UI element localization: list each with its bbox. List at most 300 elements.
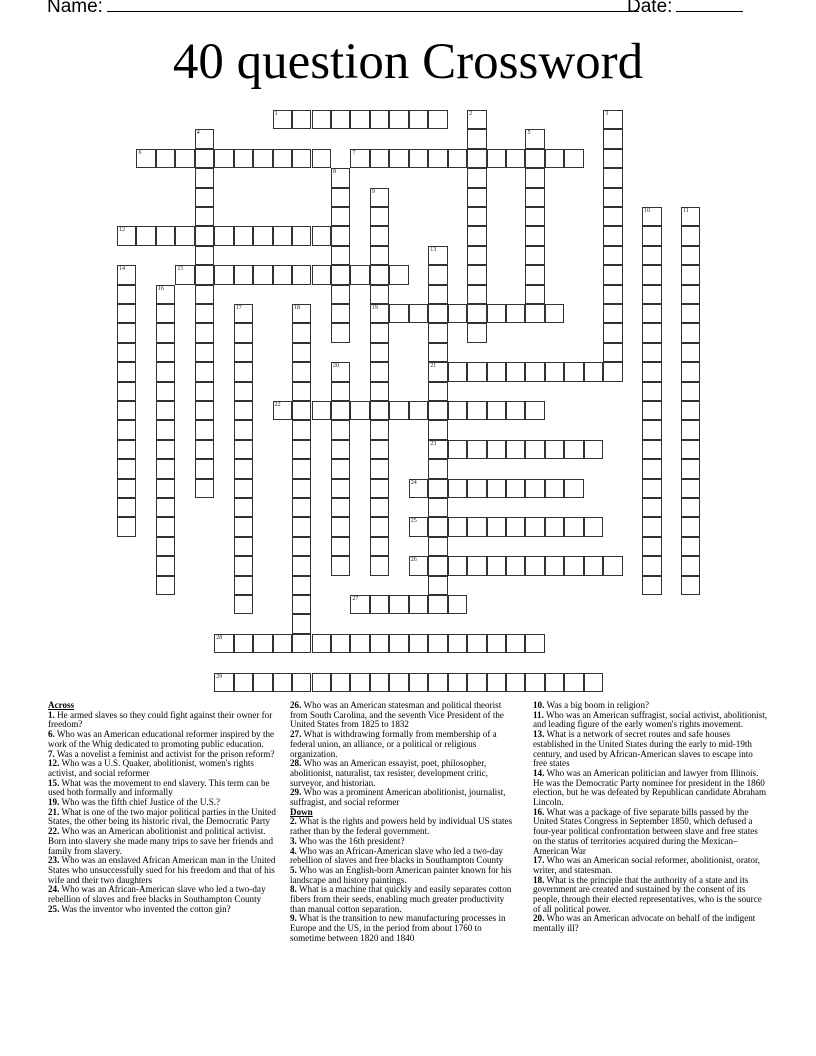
crossword-cell[interactable] <box>370 285 389 304</box>
crossword-cell[interactable] <box>350 634 369 653</box>
crossword-cell[interactable] <box>642 323 661 342</box>
crossword-cell[interactable] <box>428 420 447 439</box>
crossword-cell[interactable] <box>389 673 408 692</box>
crossword-cell[interactable] <box>234 556 253 575</box>
crossword-cell[interactable] <box>195 207 214 226</box>
crossword-cell[interactable] <box>506 479 525 498</box>
crossword-cell[interactable] <box>603 285 622 304</box>
crossword-cell[interactable] <box>564 440 583 459</box>
crossword-cell[interactable] <box>642 362 661 381</box>
crossword-cell[interactable] <box>331 556 350 575</box>
crossword-cell[interactable] <box>409 110 428 129</box>
crossword-cell[interactable] <box>331 673 350 692</box>
crossword-cell[interactable] <box>195 304 214 323</box>
crossword-cell[interactable] <box>487 673 506 692</box>
crossword-cell[interactable] <box>487 149 506 168</box>
crossword-cell[interactable] <box>370 265 389 284</box>
crossword-cell[interactable] <box>331 168 350 187</box>
crossword-cell[interactable] <box>584 517 603 536</box>
crossword-cell[interactable] <box>312 673 331 692</box>
crossword-cell[interactable] <box>370 246 389 265</box>
crossword-cell[interactable] <box>642 498 661 517</box>
crossword-cell[interactable] <box>428 634 447 653</box>
crossword-cell[interactable] <box>681 246 700 265</box>
crossword-cell[interactable] <box>681 401 700 420</box>
crossword-cell[interactable] <box>370 517 389 536</box>
crossword-cell[interactable] <box>389 149 408 168</box>
crossword-cell[interactable] <box>487 634 506 653</box>
crossword-cell[interactable] <box>156 362 175 381</box>
crossword-cell[interactable] <box>370 304 389 323</box>
crossword-cell[interactable] <box>195 129 214 148</box>
crossword-cell[interactable] <box>525 556 544 575</box>
crossword-cell[interactable] <box>681 207 700 226</box>
crossword-cell[interactable] <box>506 440 525 459</box>
crossword-cell[interactable] <box>331 459 350 478</box>
crossword-cell[interactable] <box>681 323 700 342</box>
crossword-cell[interactable] <box>273 226 292 245</box>
crossword-cell[interactable] <box>428 362 447 381</box>
crossword-cell[interactable] <box>681 537 700 556</box>
crossword-cell[interactable] <box>234 595 253 614</box>
crossword-cell[interactable] <box>331 246 350 265</box>
crossword-cell[interactable] <box>467 246 486 265</box>
crossword-cell[interactable] <box>253 149 272 168</box>
crossword-cell[interactable] <box>234 673 253 692</box>
crossword-cell[interactable] <box>428 382 447 401</box>
crossword-cell[interactable] <box>681 459 700 478</box>
crossword-cell[interactable] <box>448 479 467 498</box>
crossword-cell[interactable] <box>195 168 214 187</box>
crossword-cell[interactable] <box>292 498 311 517</box>
crossword-cell[interactable] <box>409 304 428 323</box>
crossword-cell[interactable] <box>175 226 194 245</box>
crossword-cell[interactable] <box>117 440 136 459</box>
crossword-cell[interactable] <box>467 188 486 207</box>
crossword-cell[interactable] <box>292 537 311 556</box>
crossword-cell[interactable] <box>195 401 214 420</box>
crossword-cell[interactable] <box>117 226 136 245</box>
crossword-cell[interactable] <box>370 401 389 420</box>
crossword-cell[interactable] <box>117 382 136 401</box>
crossword-cell[interactable] <box>331 537 350 556</box>
crossword-cell[interactable] <box>234 362 253 381</box>
crossword-cell[interactable] <box>312 149 331 168</box>
crossword-cell[interactable] <box>117 498 136 517</box>
crossword-cell[interactable] <box>331 110 350 129</box>
crossword-cell[interactable] <box>195 226 214 245</box>
crossword-cell[interactable] <box>409 479 428 498</box>
crossword-cell[interactable] <box>292 634 311 653</box>
crossword-cell[interactable] <box>156 420 175 439</box>
crossword-cell[interactable] <box>195 382 214 401</box>
crossword-cell[interactable] <box>545 362 564 381</box>
crossword-cell[interactable] <box>370 110 389 129</box>
crossword-cell[interactable] <box>603 362 622 381</box>
crossword-cell[interactable] <box>506 304 525 323</box>
crossword-cell[interactable] <box>467 634 486 653</box>
crossword-cell[interactable] <box>370 382 389 401</box>
crossword-cell[interactable] <box>370 188 389 207</box>
crossword-cell[interactable] <box>350 110 369 129</box>
crossword-cell[interactable] <box>117 517 136 536</box>
crossword-cell[interactable] <box>292 149 311 168</box>
crossword-cell[interactable] <box>564 517 583 536</box>
crossword-cell[interactable] <box>506 673 525 692</box>
crossword-cell[interactable] <box>117 304 136 323</box>
crossword-cell[interactable] <box>603 246 622 265</box>
crossword-cell[interactable] <box>545 149 564 168</box>
crossword-cell[interactable] <box>584 673 603 692</box>
crossword-cell[interactable] <box>156 440 175 459</box>
crossword-cell[interactable] <box>331 420 350 439</box>
crossword-cell[interactable] <box>350 149 369 168</box>
crossword-cell[interactable] <box>331 440 350 459</box>
crossword-cell[interactable] <box>584 362 603 381</box>
crossword-cell[interactable] <box>273 401 292 420</box>
crossword-cell[interactable] <box>603 556 622 575</box>
crossword-cell[interactable] <box>117 343 136 362</box>
crossword-cell[interactable] <box>370 556 389 575</box>
crossword-cell[interactable] <box>467 362 486 381</box>
crossword-cell[interactable] <box>525 188 544 207</box>
crossword-cell[interactable] <box>389 595 408 614</box>
crossword-cell[interactable] <box>448 673 467 692</box>
crossword-cell[interactable] <box>331 285 350 304</box>
crossword-cell[interactable] <box>195 459 214 478</box>
crossword-cell[interactable] <box>681 285 700 304</box>
crossword-cell[interactable] <box>467 673 486 692</box>
crossword-cell[interactable] <box>117 420 136 439</box>
crossword-cell[interactable] <box>642 420 661 439</box>
crossword-cell[interactable] <box>525 479 544 498</box>
crossword-cell[interactable] <box>370 498 389 517</box>
crossword-cell[interactable] <box>681 479 700 498</box>
crossword-cell[interactable] <box>448 440 467 459</box>
crossword-cell[interactable] <box>428 595 447 614</box>
crossword-cell[interactable] <box>545 479 564 498</box>
crossword-cell[interactable] <box>292 459 311 478</box>
crossword-cell[interactable] <box>642 382 661 401</box>
crossword-cell[interactable] <box>292 110 311 129</box>
crossword-cell[interactable] <box>681 362 700 381</box>
crossword-cell[interactable] <box>389 110 408 129</box>
crossword-cell[interactable] <box>487 479 506 498</box>
crossword-cell[interactable] <box>428 323 447 342</box>
crossword-cell[interactable] <box>136 226 155 245</box>
crossword-cell[interactable] <box>448 149 467 168</box>
crossword-cell[interactable] <box>370 595 389 614</box>
name-blank-line[interactable] <box>107 0 639 12</box>
crossword-cell[interactable] <box>681 498 700 517</box>
crossword-cell[interactable] <box>234 343 253 362</box>
crossword-cell[interactable] <box>603 226 622 245</box>
crossword-cell[interactable] <box>467 110 486 129</box>
crossword-cell[interactable] <box>292 673 311 692</box>
crossword-cell[interactable] <box>331 479 350 498</box>
crossword-cell[interactable] <box>525 401 544 420</box>
crossword-cell[interactable] <box>156 382 175 401</box>
crossword-cell[interactable] <box>156 576 175 595</box>
crossword-cell[interactable] <box>253 226 272 245</box>
crossword-cell[interactable] <box>350 265 369 284</box>
crossword-cell[interactable] <box>525 129 544 148</box>
crossword-cell[interactable] <box>525 285 544 304</box>
crossword-cell[interactable] <box>312 110 331 129</box>
crossword-cell[interactable] <box>331 304 350 323</box>
crossword-cell[interactable] <box>156 285 175 304</box>
crossword-cell[interactable] <box>564 479 583 498</box>
crossword-cell[interactable] <box>642 246 661 265</box>
crossword-cell[interactable] <box>487 440 506 459</box>
crossword-cell[interactable] <box>292 343 311 362</box>
crossword-cell[interactable] <box>234 382 253 401</box>
crossword-cell[interactable] <box>331 362 350 381</box>
crossword-cell[interactable] <box>117 285 136 304</box>
crossword-cell[interactable] <box>584 440 603 459</box>
crossword-cell[interactable] <box>428 479 447 498</box>
crossword-cell[interactable] <box>234 226 253 245</box>
crossword-cell[interactable] <box>428 673 447 692</box>
crossword-cell[interactable] <box>642 226 661 245</box>
crossword-cell[interactable] <box>370 479 389 498</box>
crossword-cell[interactable] <box>545 673 564 692</box>
crossword-cell[interactable] <box>312 226 331 245</box>
crossword-cell[interactable] <box>156 498 175 517</box>
crossword-cell[interactable] <box>331 188 350 207</box>
crossword-cell[interactable] <box>234 401 253 420</box>
crossword-cell[interactable] <box>467 285 486 304</box>
crossword-cell[interactable] <box>195 440 214 459</box>
crossword-cell[interactable] <box>234 479 253 498</box>
crossword-cell[interactable] <box>603 323 622 342</box>
crossword-cell[interactable] <box>642 440 661 459</box>
crossword-cell[interactable] <box>448 595 467 614</box>
crossword-cell[interactable] <box>370 459 389 478</box>
crossword-cell[interactable] <box>350 401 369 420</box>
crossword-cell[interactable] <box>370 634 389 653</box>
crossword-cell[interactable] <box>642 517 661 536</box>
crossword-cell[interactable] <box>156 479 175 498</box>
crossword-cell[interactable] <box>195 246 214 265</box>
crossword-cell[interactable] <box>642 479 661 498</box>
crossword-cell[interactable] <box>370 207 389 226</box>
crossword-cell[interactable] <box>525 149 544 168</box>
crossword-cell[interactable] <box>331 382 350 401</box>
crossword-cell[interactable] <box>234 576 253 595</box>
crossword-cell[interactable] <box>467 265 486 284</box>
crossword-cell[interactable] <box>273 265 292 284</box>
crossword-cell[interactable] <box>312 634 331 653</box>
crossword-cell[interactable] <box>448 304 467 323</box>
crossword-cell[interactable] <box>214 673 233 692</box>
crossword-cell[interactable] <box>234 323 253 342</box>
crossword-cell[interactable] <box>428 401 447 420</box>
crossword-cell[interactable] <box>370 537 389 556</box>
crossword-cell[interactable] <box>253 265 272 284</box>
crossword-cell[interactable] <box>642 459 661 478</box>
crossword-cell[interactable] <box>156 226 175 245</box>
crossword-cell[interactable] <box>156 517 175 536</box>
crossword-cell[interactable] <box>312 265 331 284</box>
crossword-cell[interactable] <box>253 673 272 692</box>
crossword-cell[interactable] <box>448 556 467 575</box>
crossword-cell[interactable] <box>681 556 700 575</box>
crossword-cell[interactable] <box>370 362 389 381</box>
crossword-cell[interactable] <box>195 149 214 168</box>
crossword-cell[interactable] <box>603 168 622 187</box>
crossword-cell[interactable] <box>370 343 389 362</box>
crossword-cell[interactable] <box>467 304 486 323</box>
crossword-cell[interactable] <box>506 556 525 575</box>
crossword-cell[interactable] <box>156 401 175 420</box>
crossword-cell[interactable] <box>564 362 583 381</box>
crossword-cell[interactable] <box>642 343 661 362</box>
crossword-cell[interactable] <box>370 226 389 245</box>
crossword-cell[interactable] <box>195 362 214 381</box>
crossword-cell[interactable] <box>603 265 622 284</box>
crossword-cell[interactable] <box>389 304 408 323</box>
crossword-cell[interactable] <box>428 110 447 129</box>
crossword-cell[interactable] <box>292 362 311 381</box>
crossword-cell[interactable] <box>331 323 350 342</box>
crossword-cell[interactable] <box>117 323 136 342</box>
crossword-cell[interactable] <box>292 401 311 420</box>
crossword-cell[interactable] <box>642 304 661 323</box>
crossword-cell[interactable] <box>467 207 486 226</box>
crossword-cell[interactable] <box>467 129 486 148</box>
crossword-cell[interactable] <box>467 440 486 459</box>
crossword-cell[interactable] <box>487 556 506 575</box>
crossword-cell[interactable] <box>525 304 544 323</box>
crossword-cell[interactable] <box>292 440 311 459</box>
crossword-cell[interactable] <box>292 420 311 439</box>
crossword-cell[interactable] <box>506 517 525 536</box>
crossword-cell[interactable] <box>331 498 350 517</box>
crossword-cell[interactable] <box>428 440 447 459</box>
crossword-cell[interactable] <box>681 226 700 245</box>
crossword-cell[interactable] <box>428 265 447 284</box>
crossword-cell[interactable] <box>603 110 622 129</box>
crossword-cell[interactable] <box>545 304 564 323</box>
crossword-cell[interactable] <box>564 149 583 168</box>
crossword-cell[interactable] <box>681 420 700 439</box>
crossword-cell[interactable] <box>409 634 428 653</box>
crossword-cell[interactable] <box>292 576 311 595</box>
crossword-cell[interactable] <box>234 537 253 556</box>
crossword-cell[interactable] <box>195 323 214 342</box>
crossword-cell[interactable] <box>234 420 253 439</box>
crossword-cell[interactable] <box>642 537 661 556</box>
crossword-cell[interactable] <box>506 362 525 381</box>
crossword-cell[interactable] <box>136 149 155 168</box>
crossword-cell[interactable] <box>292 479 311 498</box>
crossword-cell[interactable] <box>467 479 486 498</box>
crossword-cell[interactable] <box>234 498 253 517</box>
crossword-cell[interactable] <box>350 673 369 692</box>
crossword-cell[interactable] <box>525 207 544 226</box>
crossword-cell[interactable] <box>214 634 233 653</box>
crossword-cell[interactable] <box>234 517 253 536</box>
crossword-cell[interactable] <box>525 226 544 245</box>
crossword-cell[interactable] <box>292 517 311 536</box>
crossword-cell[interactable] <box>642 401 661 420</box>
crossword-cell[interactable] <box>642 207 661 226</box>
crossword-cell[interactable] <box>525 440 544 459</box>
crossword-cell[interactable] <box>195 188 214 207</box>
crossword-cell[interactable] <box>467 556 486 575</box>
crossword-cell[interactable] <box>350 595 369 614</box>
crossword-cell[interactable] <box>273 149 292 168</box>
crossword-cell[interactable] <box>467 226 486 245</box>
crossword-cell[interactable] <box>195 265 214 284</box>
crossword-cell[interactable] <box>506 401 525 420</box>
crossword-cell[interactable] <box>409 673 428 692</box>
crossword-cell[interactable] <box>603 149 622 168</box>
crossword-cell[interactable] <box>428 576 447 595</box>
crossword-cell[interactable] <box>234 304 253 323</box>
crossword-cell[interactable] <box>681 517 700 536</box>
crossword-cell[interactable] <box>487 401 506 420</box>
crossword-cell[interactable] <box>156 343 175 362</box>
crossword-cell[interactable] <box>175 149 194 168</box>
crossword-cell[interactable] <box>389 401 408 420</box>
crossword-cell[interactable] <box>234 149 253 168</box>
crossword-cell[interactable] <box>525 517 544 536</box>
crossword-cell[interactable] <box>292 265 311 284</box>
crossword-cell[interactable] <box>195 343 214 362</box>
crossword-cell[interactable] <box>506 634 525 653</box>
crossword-cell[interactable] <box>175 265 194 284</box>
crossword-cell[interactable] <box>506 149 525 168</box>
crossword-cell[interactable] <box>642 285 661 304</box>
crossword-cell[interactable] <box>331 634 350 653</box>
crossword-cell[interactable] <box>525 634 544 653</box>
crossword-cell[interactable] <box>234 265 253 284</box>
crossword-cell[interactable] <box>331 207 350 226</box>
crossword-cell[interactable] <box>195 479 214 498</box>
crossword-cell[interactable] <box>467 149 486 168</box>
crossword-cell[interactable] <box>428 498 447 517</box>
crossword-cell[interactable] <box>467 323 486 342</box>
crossword-cell[interactable] <box>428 246 447 265</box>
crossword-cell[interactable] <box>525 168 544 187</box>
crossword-cell[interactable] <box>156 537 175 556</box>
crossword-cell[interactable] <box>448 362 467 381</box>
crossword-cell[interactable] <box>389 634 408 653</box>
crossword-cell[interactable] <box>214 265 233 284</box>
crossword-cell[interactable] <box>428 517 447 536</box>
crossword-cell[interactable] <box>370 420 389 439</box>
crossword-cell[interactable] <box>525 362 544 381</box>
date-blank-line[interactable] <box>676 0 743 12</box>
crossword-cell[interactable] <box>370 149 389 168</box>
crossword-cell[interactable] <box>409 517 428 536</box>
crossword-cell[interactable] <box>487 304 506 323</box>
crossword-cell[interactable] <box>603 304 622 323</box>
crossword-cell[interactable] <box>681 343 700 362</box>
crossword-cell[interactable] <box>681 576 700 595</box>
crossword-cell[interactable] <box>681 382 700 401</box>
crossword-cell[interactable] <box>603 343 622 362</box>
crossword-cell[interactable] <box>370 440 389 459</box>
crossword-cell[interactable] <box>428 343 447 362</box>
crossword-cell[interactable] <box>156 149 175 168</box>
crossword-cell[interactable] <box>195 285 214 304</box>
crossword-cell[interactable] <box>273 110 292 129</box>
crossword-cell[interactable] <box>389 265 408 284</box>
crossword-cell[interactable] <box>156 459 175 478</box>
